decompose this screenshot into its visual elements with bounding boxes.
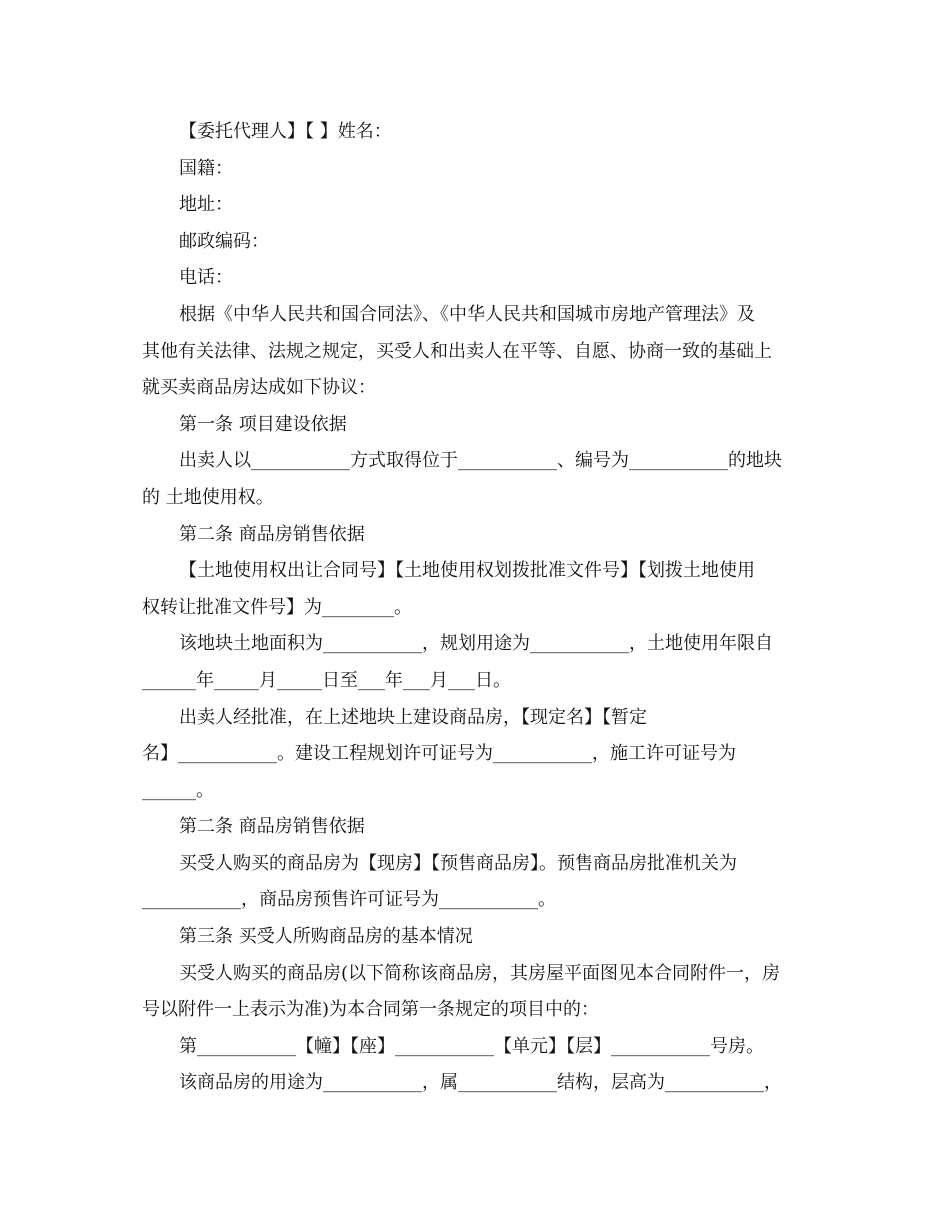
- agent-name-line: 【委托代理人】【 】姓名：: [179, 121, 392, 142]
- article-2b-heading: 第二条 商品房销售依据: [179, 816, 365, 838]
- building-line-3: ______。: [142, 779, 214, 801]
- nationality-line: 国籍：: [179, 157, 233, 179]
- land-area-line-1: 该地块土地面积为___________，规划用途为___________，土地使用年限自: [179, 633, 773, 655]
- article-2-heading: 第二条 商品房销售依据: [179, 523, 365, 545]
- postal-code-line: 邮政编码：: [179, 230, 269, 252]
- address-line: 地址：: [179, 194, 233, 216]
- article-3-line-2: 号以附件一上表示为准)为本合同第一条规定的项目中的：: [142, 999, 600, 1021]
- article-2-line-1: 【土地使用权出让合同号】【土地使用权划拨批准文件号】【划拨土地使用: [179, 560, 755, 582]
- contract-text: [142, 114, 802, 1102]
- building-line-2: 名】___________。建设工程规划许可证号为___________，施工许可证号为: [142, 743, 736, 765]
- article-2b-line-2: ___________，商品房预售许可证号为___________。: [142, 889, 556, 911]
- unit-number-line: 第___________【幢】【座】___________【单元】【层】___________号房。: [179, 1035, 764, 1057]
- land-area-line-2: ______年_____月_____日至___年___月___日。: [142, 669, 511, 691]
- article-3-heading: 第三条 买受人所购商品房的基本情况: [179, 926, 473, 948]
- building-line-1: 出卖人经批准，在上述地块上建设商品房，【现定名】【暂定: [179, 706, 647, 728]
- article-2-line-2: 权转让批准文件号】为________。: [142, 596, 412, 618]
- article-1-heading: 第一条 项目建设依据: [179, 413, 347, 435]
- article-1-line-1: 出卖人以___________方式取得位于___________、编号为___________的地块: [179, 450, 782, 472]
- article-1-line-2: 的 土地使用权。: [142, 486, 274, 508]
- article-2b-line-1: 买受人购买的商品房为【现房】【预售商品房】。预售商品房批准机关为: [179, 852, 737, 874]
- usage-line: 该商品房的用途为___________，属___________结构，层高为___________，: [179, 1072, 782, 1094]
- preamble-line-1: 根据《中华人民共和国合同法》、《中华人民共和国城市房地产管理法》及: [179, 303, 755, 325]
- preamble-line-3: 就买卖商品房达成如下协议：: [142, 377, 376, 399]
- phone-line: 电话：: [179, 267, 233, 289]
- preamble-line-2: 其他有关法律、法规之规定，买受人和出卖人在平等、自愿、协商一致的基础上: [142, 340, 772, 362]
- article-3-line-1: 买受人购买的商品房(以下简称该商品房，其房屋平面图见本合同附件一，房: [179, 962, 781, 984]
